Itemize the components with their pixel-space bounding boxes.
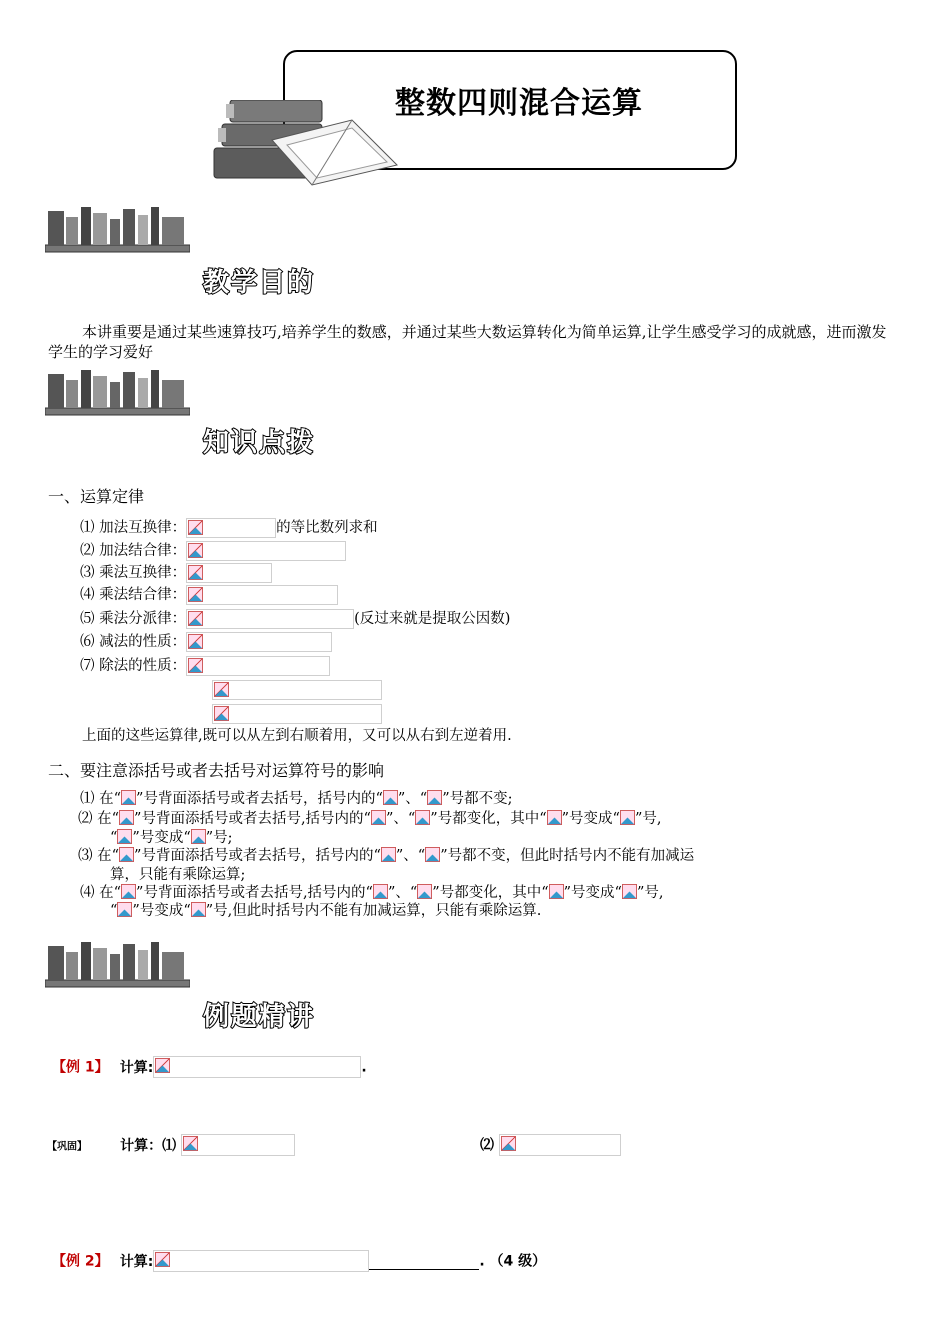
symbol-image bbox=[191, 902, 206, 917]
law-7 bbox=[80, 656, 330, 676]
rule-1: ⑴ 在“ ”号背面添括号或者去括号，括号内的“ ”、“ ”号都不变; bbox=[80, 791, 513, 807]
heading-examples: 例题精讲 bbox=[203, 1002, 316, 1032]
law-2 bbox=[80, 541, 346, 561]
symbol-image bbox=[119, 847, 134, 862]
page-title: 整数四则混合运算 bbox=[395, 86, 643, 121]
law-label: ⑴ 加法互换律： bbox=[80, 520, 187, 536]
practice-prompt: 计算：⑴ bbox=[120, 1137, 177, 1154]
rule-4-line2: “ ”号变成“ ”号,但此时括号内不能有加减运算，只能有乘除运算. bbox=[110, 903, 542, 919]
law-3 bbox=[80, 563, 272, 583]
section2-title: 二、要注意添括号或者去括号对运算符号的影响 bbox=[48, 761, 385, 780]
symbol-image bbox=[620, 810, 635, 825]
formula-image bbox=[186, 563, 272, 583]
law-suffix: (反过来就是提取公因数) bbox=[354, 611, 511, 627]
symbol-image bbox=[547, 810, 562, 825]
rule-2: ⑵ 在“ ”号背面添括号或者去括号,括号内的“ ”、“ ”号都变化，其中“ ”号变成“ ”号, bbox=[78, 811, 662, 827]
symbol-image bbox=[121, 884, 136, 899]
formula-image bbox=[186, 609, 354, 629]
symbol-image bbox=[117, 829, 132, 844]
example-label: 【例 1】 bbox=[52, 1059, 109, 1076]
symbol-image bbox=[415, 810, 430, 825]
formula-image bbox=[186, 656, 330, 676]
rule-4: ⑷ 在“ ”号背面添括号或者去括号,括号内的“ ”、“ ”号都变化，其中“ ”号变成“ ”号, bbox=[80, 885, 664, 901]
bookshelf-icon bbox=[45, 940, 190, 988]
heading-knowledge: 知识点拨 bbox=[203, 428, 316, 458]
law-7-line3 bbox=[212, 703, 382, 724]
bookshelf-icon bbox=[45, 205, 190, 253]
law-label: ⑷ 乘法结合律： bbox=[80, 587, 187, 603]
formula-image bbox=[186, 632, 332, 652]
law-6 bbox=[80, 632, 332, 652]
intro-paragraph: 本讲重要是通过某些速算技巧,培养学生的数感，并通过某些大数运算转化为简单运算,让学生感受学习的成就感，进而激发学生的学习爱好 bbox=[48, 323, 887, 361]
symbol-image bbox=[417, 884, 432, 899]
symbol-image bbox=[383, 790, 398, 805]
symbol-image bbox=[121, 790, 136, 805]
answer-blank bbox=[369, 1253, 479, 1270]
law-1 bbox=[80, 518, 378, 538]
example-2: 【例 2】 计算: . （4 级） bbox=[52, 1250, 546, 1272]
formula-image bbox=[186, 518, 276, 538]
symbol-image bbox=[191, 829, 206, 844]
rule-3: ⑶ 在“ ”号背面添括号或者去括号，括号内的“ ”、“ ”号都不变，但此时括号内不能有加减运 bbox=[78, 848, 695, 864]
symbol-image bbox=[425, 847, 440, 862]
rule-3-line2: 算，只能有乘除运算; bbox=[110, 867, 246, 883]
symbol-image bbox=[119, 810, 134, 825]
law-label: ⑸ 乘法分派律： bbox=[80, 611, 187, 627]
rule-2-line2: “ ”号变成“ ”号; bbox=[110, 830, 233, 846]
law-label: ⑵ 加法结合律： bbox=[80, 543, 187, 559]
heading-goal: 教学目的 bbox=[203, 268, 316, 298]
practice-2: ⑵ bbox=[480, 1134, 621, 1156]
formula-image bbox=[212, 680, 382, 700]
law-suffix: 的等比数列求和 bbox=[276, 520, 378, 536]
practice-label: 【巩固】 bbox=[47, 1141, 87, 1153]
symbol-image bbox=[381, 847, 396, 862]
symbol-image bbox=[549, 884, 564, 899]
example-prompt: 计算: bbox=[119, 1253, 154, 1270]
formula-image bbox=[153, 1056, 361, 1078]
symbol-image bbox=[427, 790, 442, 805]
formula-image bbox=[181, 1134, 295, 1156]
formula-image bbox=[186, 541, 346, 561]
formula-image bbox=[212, 704, 382, 724]
example-1: 【例 1】 计算: . bbox=[52, 1056, 367, 1078]
law-label: ⑺ 除法的性质： bbox=[80, 658, 187, 674]
law-4 bbox=[80, 585, 338, 605]
practice bbox=[47, 1134, 295, 1156]
books-illustration bbox=[212, 100, 402, 190]
formula-image bbox=[499, 1134, 621, 1156]
law-label: ⑹ 减法的性质： bbox=[80, 634, 187, 650]
symbol-image bbox=[373, 884, 388, 899]
example-label: 【例 2】 bbox=[52, 1253, 109, 1270]
symbol-image bbox=[117, 902, 132, 917]
bookshelf-icon bbox=[45, 368, 190, 416]
law-label: ⑶ 乘法互换律： bbox=[80, 565, 187, 581]
formula-image bbox=[186, 585, 338, 605]
symbol-image bbox=[371, 810, 386, 825]
laws-note: 上面的这些运算律,既可以从左到右顺着用，又可以从右到左逆着用. bbox=[82, 728, 512, 744]
section1-title: 一、运算定律 bbox=[48, 487, 145, 506]
formula-image bbox=[153, 1250, 369, 1272]
example-prompt: 计算: bbox=[119, 1059, 154, 1076]
symbol-image bbox=[622, 884, 637, 899]
law-7-line2 bbox=[212, 679, 382, 700]
law-5 bbox=[80, 609, 510, 629]
